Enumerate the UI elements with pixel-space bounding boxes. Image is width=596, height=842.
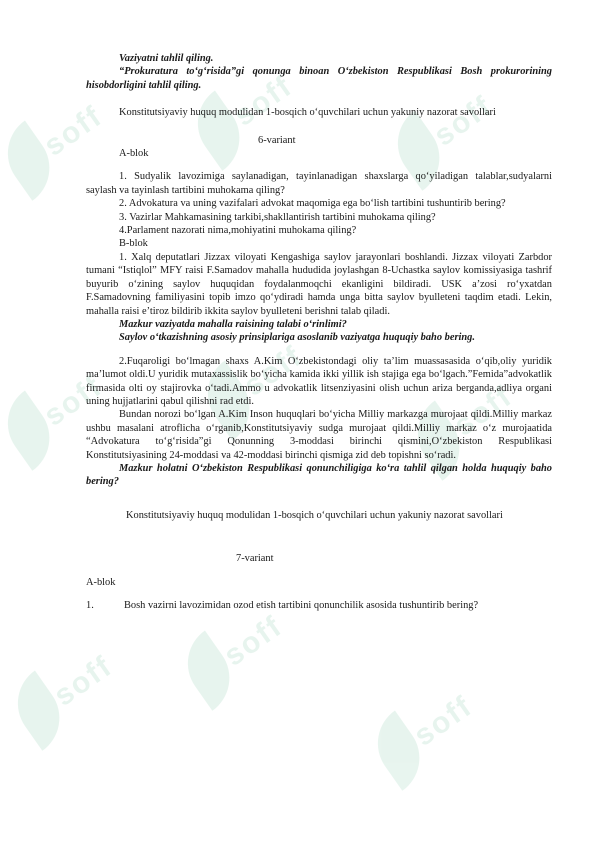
case-text: 2.Fuqaroligi bo‘lmagan shaxs A.Kim O‘zbekistondagi oliy ta’lim muassasasida o‘qib,oliy yuridik ma’lumot oldi.U yuridik mutaxassislik bo‘yicha kamida ikki yillik ish stajiga ega bo‘lgach.”Femida”advokatlik firmasida olti oy stajirovka o‘tadi.Ammo u advokatlik litsenziyasini olish uchun ariza berganda,adliya organi uning hujjatlarini qabul qilishni rad etdi. [86, 355, 552, 407]
case-question: Saylov o‘tkazishning asosiy prinsiplariga asoslanib vaziyatga huquqiy baho bering. [119, 332, 475, 344]
a-block-label: A-blok [86, 576, 116, 588]
question-item [86, 599, 552, 612]
watermark-logo: soff [0, 336, 154, 503]
question-item: 4.Parlament nazorati nima,mohiyatini muhokama qiling? [119, 225, 357, 237]
section-title: Konstitutsiyaviy huquq modulidan 1-bosqich o‘quvchilari uchun yakuniy nazorat savollari [119, 107, 496, 119]
watermark-logo: soff [186, 306, 353, 473]
watermark-logo: soff [396, 346, 563, 513]
task-topic: “Prokuratura to‘g‘risida”gi qonunga binoan O‘zbekiston Respublikasi Bosh prokurorining hisobdorligini tahlil qiling. [86, 66, 552, 91]
question-number: 1. [86, 600, 94, 611]
case-text: Bundan norozi bo‘lgan A.Kim Inson huquqlari bo‘yicha Milliy markazga murojaat qildi.Milliy markaz ushbu masalani atroflicha o‘rganib,Konstitutsiyaviy sudga murojaat qildi.Milliy markaz o‘z murojaatida “Advokatura to‘g‘risida”gi Qonunning 3-moddasi birinchi qismini,O‘zbekiston Respublikasi Konstitutsiyasining 24-moddasi va 42-moddasi birinchi qismiga zid deb topishni so‘radi. [86, 409, 552, 461]
question-item: 2. Advokatura va uning vazifalari advokat maqomiga ega bo‘lish tartibini tushuntirib bering? [119, 198, 506, 210]
section-title: Konstitutsiyaviy huquq modulidan 1-bosqich o‘quvchilari uchun yakuniy nazorat savollari [126, 509, 503, 521]
variant-heading: 7-variant [236, 553, 274, 565]
case-question: Mazkur holatni O‘zbekiston Respublikasi qonunchiligiga ko‘ra tahlil qilgan holda huquqiy baho bering? [86, 462, 552, 488]
case-text: 1. Xalq deputatlari Jizzax viloyati Kengashiga saylov jarayonlari boshlandi. Jizzax viloyati Zarbdor tumani “Istiqlol” MFY raisi F.Samadov mahalla hududida joylashgan 8-Uchastka saylov komissiyasiga tashrif buyurib o‘zining saylov huquqidan foydalanmoqchi ekanligini bildiradi. USK a’zosi ro‘yxatdan F.Samadovning familiyasini topib imzo qo‘ydiradi hamda unga bitta saylov byulleteni taqdim etadi. Lekin, mahalla raisi e’tiroz bildirib ikkita saylov byulleteni berishni talab qiladi. [86, 251, 552, 317]
b-block-label: B-blok [119, 238, 148, 250]
document-page [86, 52, 552, 612]
watermark-logo: soff [166, 576, 333, 743]
task-heading: Vaziyatni tahlil qiling. [119, 53, 214, 64]
watermark-logo: soff [376, 56, 543, 223]
variant-heading: 6-variant [258, 134, 296, 146]
watermark-logo: soff [176, 36, 343, 203]
question-item: 3. Vazirlar Mahkamasining tarkibi,shakllantirish tartibini muhokama qiling? [119, 211, 436, 223]
a-block-label: A-blok [119, 148, 149, 160]
question-text: Bosh vazirni lavozimidan ozod etish tartibini qonunchilik asosida tushuntirib bering? [124, 600, 479, 611]
watermark-logo: soff [356, 656, 523, 823]
case-question: Mazkur vaziyatda mahalla raisining talabi o‘rinlimi? [119, 318, 347, 330]
watermark-logo: soff [0, 66, 154, 233]
watermark-logo: soff [0, 616, 164, 783]
question-item: 1. Sudyalik lavozimiga saylanadigan, tayinlanadigan shaxslarga qo‘yiladigan talablar,sudyalarni saylash va tayinlash tartibini muhokama qiling? [86, 171, 552, 196]
